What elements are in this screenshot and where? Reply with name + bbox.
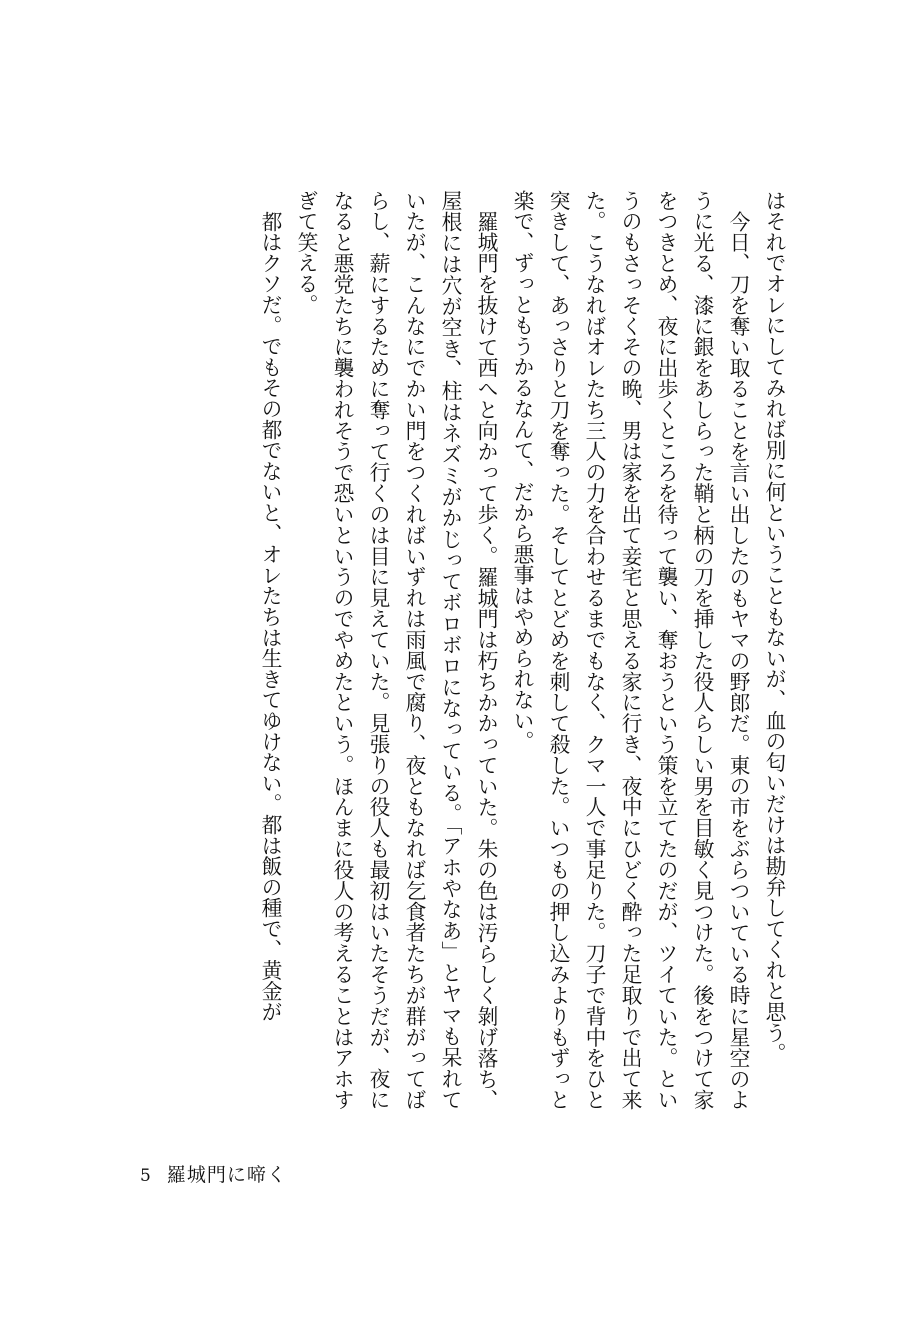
paragraph: 今日、刀を奪い取ることを言い出したのもヤマの野郎だ。東の市をぶらついている時に星空のように光る、漆に銀をあしらった鞘と柄の刀を挿した役人らしい男を目敏く見つけた。後をつけて家をつきとめ、夜に出歩くところを待って襲い、奪おうという策を立てたのだが、ツイていた。というのもさっそくその晩、男は家を出て妾宅と思える家に行き、夜中にひどく酔った足取りで出て来た。こうなればオレたち三人の力を合わせるまでもなく、クマ一人で事足りた。刀子で背中をひと突きして、あっさりと刀を奪った。そしてとどめを刺して殺した。いつもの押し込みよりもずっと楽で、ずっともうかるなんて、だから悪事はやめられない。 [510,190,750,1110]
page-footer [140,1160,287,1187]
running-title: 羅城門に啼く [166,1164,287,1186]
paragraph-continuation: はそれでオレにしてみれば別に何ということもないが、血の匂いだけは勘弁してくれと思う。 [762,190,786,1064]
vertical-text-body [92,190,792,1110]
paragraph: 羅城門を抜けて西へと向かって歩く。羅城門は朽ちかかっていた。朱の色は汚らしく剝げ落ち、屋根には穴が空き、柱はネズミがかじってボロボロになっている。「アホやなあ」とヤマも呆れていたが、こんなにでかい門をつくればいずれは雨風で腐り、夜ともなれば乞食者たちが群がってばらし、薪にするために奪って行くのは目に見えていた。見張りの役人も最初はいたそうだが、夜になると悪党たちに襲われそうで恐いというのでやめたという。ほんまに役人の考えることはアホすぎて笑える。 [294,190,498,1110]
paragraph: 都はクソだ。でもその都でないと、オレたちは生きてゆけない。都は飯の種で、黄金が [258,210,282,1022]
page-number: 5 [140,1166,151,1186]
